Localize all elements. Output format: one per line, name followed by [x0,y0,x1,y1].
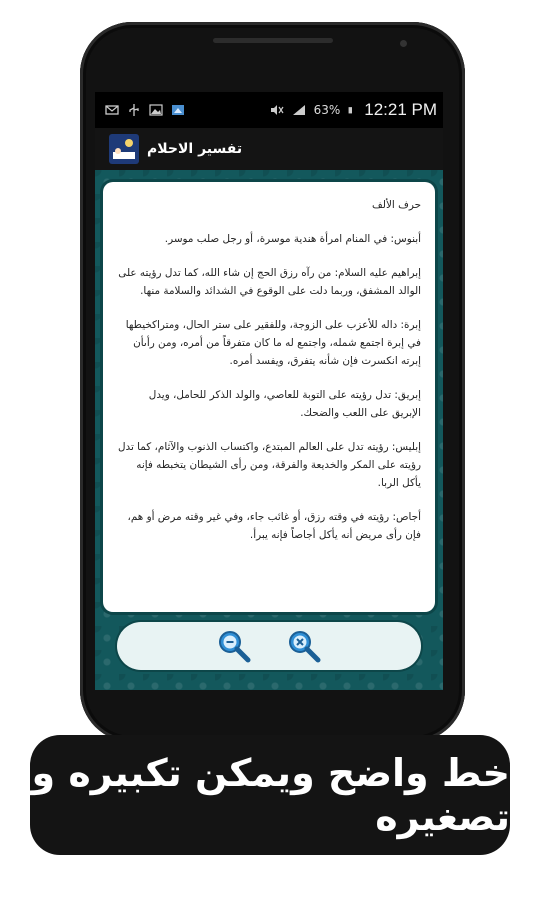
signal-icon [292,104,306,116]
phone-speaker [213,38,333,43]
entry-paragraph: إبريق: تدل رؤيته على التوبة للعاصي، والولد الذكر للحامل، ويدل الإبريق على اللعب والضحك. [148,389,421,419]
status-bar [95,92,443,128]
mail-icon [105,104,119,116]
phone-camera [400,40,407,47]
status-notification-icons [105,104,185,116]
app-title-bar [95,128,443,170]
promo-banner [30,735,510,855]
clock: 12:21 PM [364,100,437,119]
magnifier-plus-icon [217,629,251,663]
app-title: تفسير الاحلام [147,141,243,157]
content-background [95,170,443,690]
app-logo-icon[interactable] [109,134,139,164]
usb-icon [127,104,141,116]
banner-caption: خط واضح ويمكن تكبيره و تصغيره [31,751,510,839]
zoom-toolbar [117,622,421,670]
entry-paragraph: أجاص: رؤيته في وقته رزق، أو غائب جاء، وفي غير وقته مرض أو هم، فإن رأى مريض أنه يأكل أجاصاً فإنه يبرأ. [127,511,421,541]
entry-paragraph: إبليس: رؤيته تدل على العالم المبتدع، واكتساب الذنوب والآثام، كما تدل رؤيته على المكر والخديعة والفرقة، ومن رأى الشيطان يتخبطه فإنه يأكل الربا. [117,441,421,489]
app-notification-icon [171,104,185,116]
magnifier-x-icon [287,629,321,663]
status-system-icons [270,100,437,120]
zoom-out-button[interactable] [287,629,321,663]
zoom-in-button[interactable] [217,629,251,663]
entry-paragraph: أبنوس: في المنام امرأة هندية موسرة، أو رجل صلب موسر. [164,233,421,245]
image-icon [149,104,163,116]
entry-paragraph: إبرة: داله للأعزب على الزوجة، وللفقير على ستر الحال، ومتراكخيطها في إبرة اجتمع شمله، واجتمع له ما كان متفرقاً من أمره، ومن رأىأن إبرته انكسرت فإن شأنه يتفرق، ويفسد أمره. [125,319,421,367]
entry-paragraph: إبراهيم عليه السلام: من رآه رزق الحج إن شاء الله، كما تدل رؤيته على الوالد المشفق، وربما دلت على الوقوع في الشدائد والسلامة منها. [118,267,421,297]
battery-icon [348,104,356,116]
phone-screen [95,92,443,690]
text-card[interactable] [103,182,435,612]
dream-text [103,182,435,544]
mute-icon [270,104,284,116]
battery-percent: 63% [313,103,341,117]
letter-heading: حرف الألف [372,199,421,211]
